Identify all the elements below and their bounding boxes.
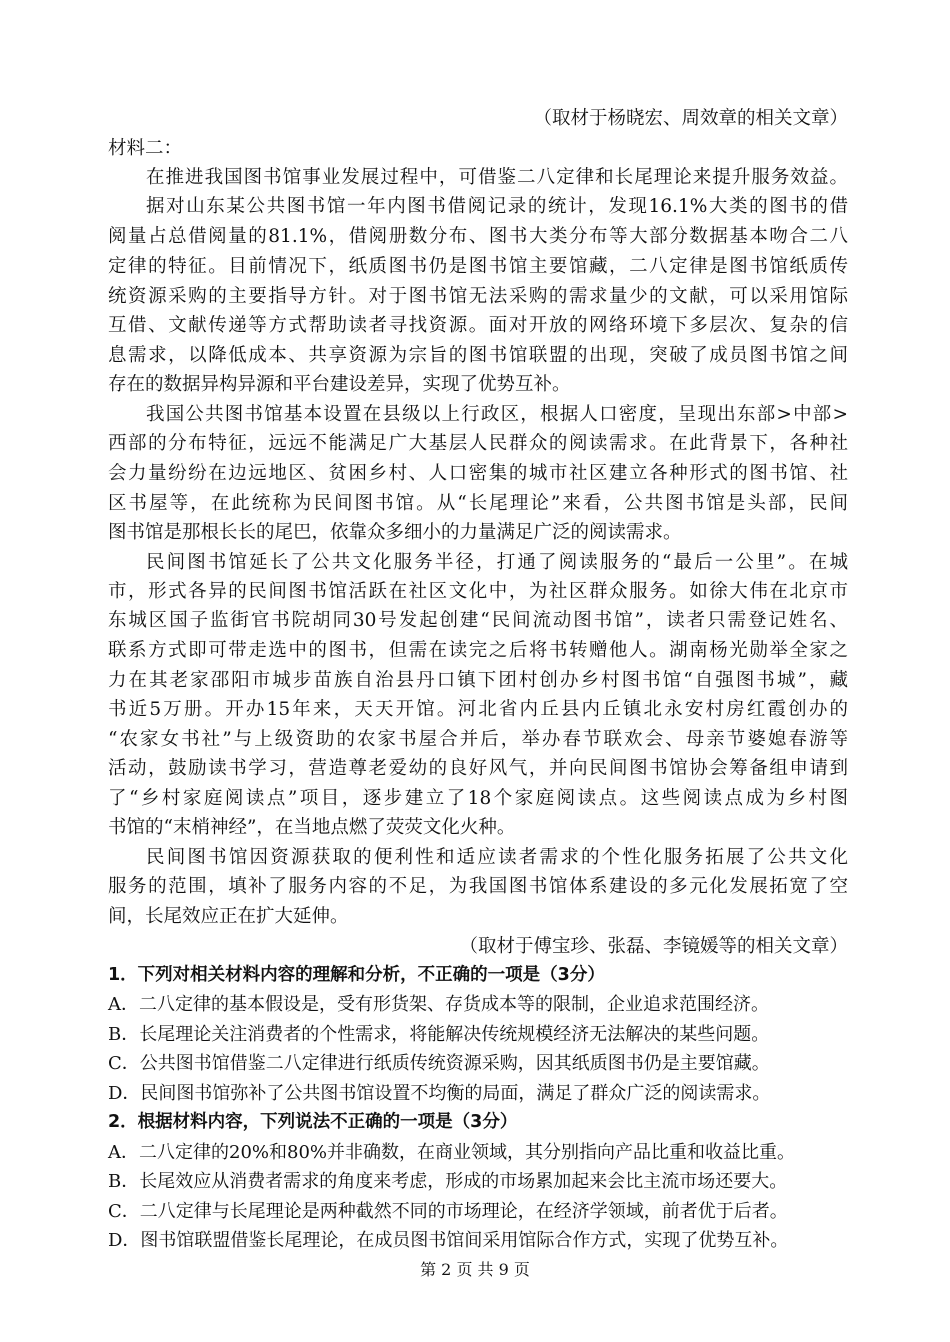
paragraph-line: 存在的数据异构异源和平台建设差异，实现了优势互补。 — [108, 374, 571, 395]
paragraph-line: 据对山东某公共图书馆一年内图书借阅记录的统计，发现16.1%大类的图书的借 — [146, 196, 848, 217]
paragraph-line: 息需求，以降低成本、共享资源为宗旨的图书馆联盟的出现，突破了成员图书馆之间 — [108, 345, 848, 366]
question-option: A．二八定律的20%和80%并非确数，在商业领域，其分别指向产品比重和收益比重。 — [108, 1142, 796, 1163]
paragraph-line: 区书屋等，在此统称为民间图书馆。从“长尾理论”来看，公共图书馆是头部，民间 — [108, 493, 848, 514]
question-option: B．长尾理论关注消费者的个性需求，将能解决传统规模经济无法解决的某些问题。 — [108, 1024, 770, 1045]
paragraph-line: 民间图书馆因资源获取的便利性和适应读者需求的个性化服务拓展了公共文化 — [146, 847, 848, 868]
question-stem: 2．根据材料内容，下列说法不正确的一项是（3分） — [108, 1112, 518, 1132]
paragraph-line: 市，形式各异的民间图书馆活跃在社区文化中，为社区群众服务。如徐大伟在北京市 — [108, 581, 848, 602]
paragraph-line: 联系方式即可带走选中的图书，但需在读完之后将书转赠他人。湖南杨光勋举全家之 — [108, 640, 848, 661]
paragraph-line: 了“乡村家庭阅读点”项目，逐步建立了18个家庭阅读点。这些阅读点成为乡村图 — [108, 788, 848, 809]
material-heading: 材料二： — [108, 138, 183, 159]
question-option: C．公共图书馆借鉴二八定律进行纸质传统资源采购，因其纸质图书仍是主要馆藏。 — [108, 1053, 770, 1074]
paragraph-line: 民间图书馆延长了公共文化服务半径，打通了阅读服务的“最后一公里”。在城 — [146, 552, 848, 573]
paragraph-line: 服务的范围，填补了服务内容的不足，为我国图书馆体系建设的多元化发展拓宽了空 — [108, 876, 848, 897]
question-option: D．民间图书馆弥补了公共图书馆设置不均衡的局面，满足了群众广泛的阅读需求。 — [108, 1083, 771, 1104]
paragraph-line: 间，长尾效应正在扩大延伸。 — [108, 906, 349, 927]
paragraph-line: “农家女书社”与上级资助的农家书屋合并后，举办春节联欢会、母亲节婆媳春游等 — [108, 729, 848, 750]
paragraph-line: 统资源采购的主要指导方针。对于图书馆无法采购的需求量少的文献，可以采用馆际 — [108, 286, 848, 307]
paragraph-line: 书近5万册。开办15年来，天天开馆。河北省内丘县内丘镇北永安村房红霞创办的 — [108, 699, 848, 720]
question-stem: 1．下列对相关材料内容的理解和分析，不正确的一项是（3分） — [108, 965, 605, 985]
paragraph-line: 图书馆是那根长长的尾巴，依靠众多细小的力量满足广泛的阅读需求。 — [108, 522, 682, 543]
paragraph-line: 互借、文献传递等方式帮助读者寻找资源。面对开放的网络环境下多层次、复杂的信 — [108, 315, 848, 336]
paragraph-line: 阅量占总借阅量的81.1%，借阅册数分布、图书大类分布等大部分数据基本吻合二八 — [108, 226, 848, 247]
paragraph-line: 在推进我国图书馆事业发展过程中，可借鉴二八定律和长尾理论来提升服务效益。 — [146, 167, 848, 188]
page-number: 第 2 页 共 9 页 — [420, 1260, 530, 1279]
paragraph-line: 西部的分布特征，远远不能满足广大基层人民群众的阅读需求。在此背景下，各种社 — [108, 433, 848, 454]
paragraph-line: 活动，鼓励读书学习，营造尊老爱幼的良好风气，并向民间图书馆协会筹备组申请到 — [108, 758, 848, 779]
paragraph-line: 东城区国子监街官书院胡同30号发起创建“民间流动图书馆”，读者只需登记姓名、 — [108, 610, 848, 631]
paragraph-line: 力在其老家邵阳市城步苗族自治县丹口镇下团村创办乡村图书馆“自强图书城”，藏 — [108, 670, 848, 691]
paragraph-line: 会力量纷纷在边远地区、贫困乡村、人口密集的城市社区建立各种形式的图书馆、社 — [108, 463, 848, 484]
paragraph-line: 我国公共图书馆基本设置在县级以上行政区，根据人口密度，呈现出东部>中部> — [146, 404, 848, 425]
question-option: A．二八定律的基本假设是，受有形货架、存货成本等的限制，企业追求范围经济。 — [108, 994, 769, 1015]
question-option: D．图书馆联盟借鉴长尾理论，在成员图书馆间采用馆际合作方式，实现了优势互补。 — [108, 1230, 789, 1251]
paragraph-line: 定律的特征。目前情况下，纸质图书仍是图书馆主要馆藏，二八定律是图书馆纸质传 — [108, 256, 848, 277]
question-option: C．二八定律与长尾理论是两种截然不同的市场理论，在经济学领域，前者优于后者。 — [108, 1201, 788, 1222]
source-citation-1: （取材于杨晓宏、周效章的相关文章） — [533, 108, 848, 129]
question-option: B．长尾效应从消费者需求的角度来考虑，形成的市场累加起来会比主流市场还要大。 — [108, 1171, 788, 1192]
source-citation-2: （取材于傅宝珍、张磊、李镜媛等的相关文章） — [459, 936, 848, 957]
paragraph-line: 书馆的“末梢神经”，在当地点燃了荧荧文化火种。 — [108, 817, 516, 838]
